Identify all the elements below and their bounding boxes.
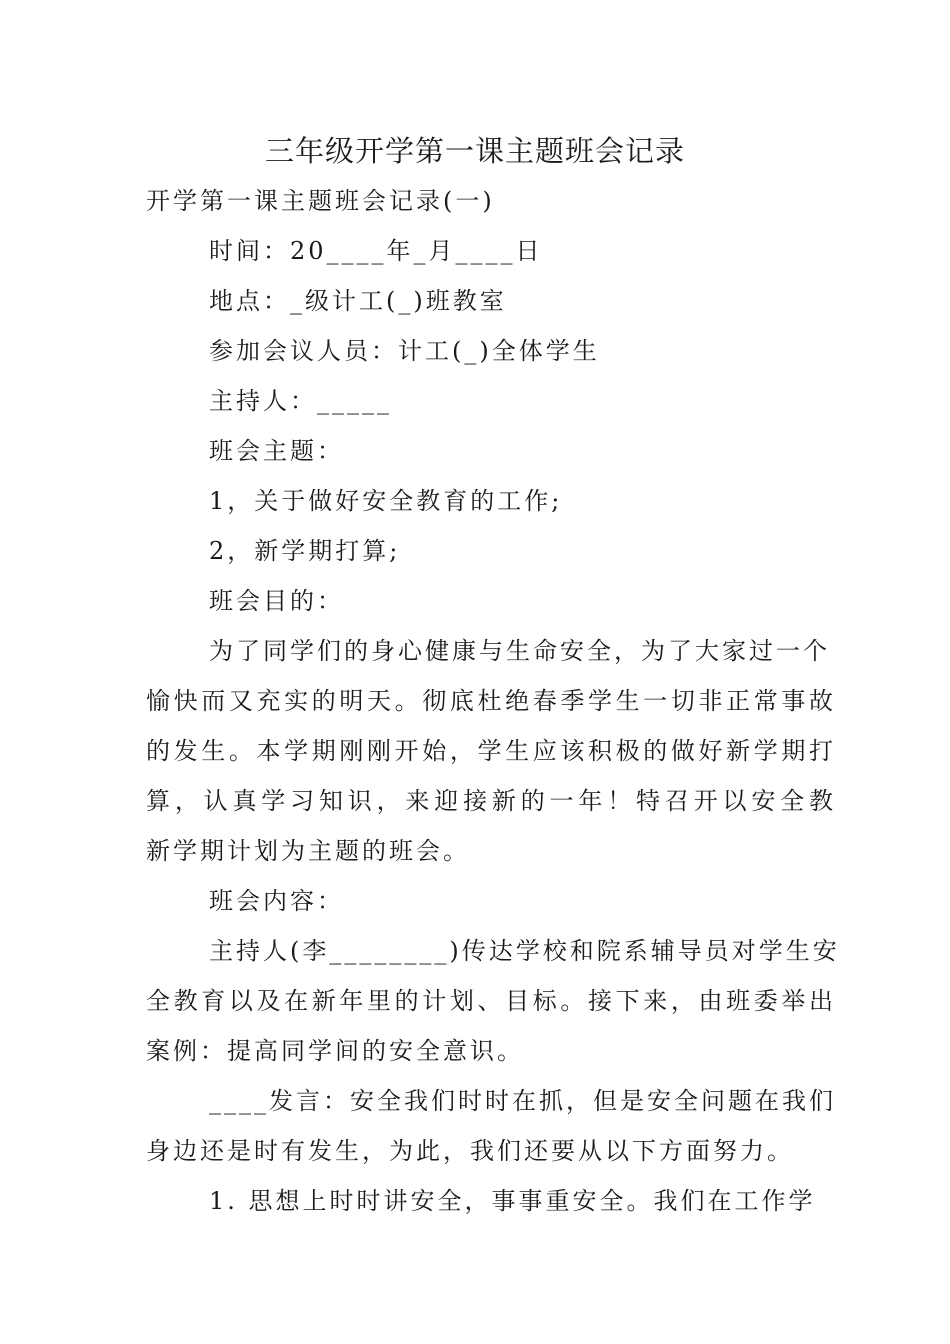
purpose-paragraph-line: 的发生。本学期刚刚开始，学生应该积极的做好新学期打 xyxy=(146,737,836,765)
content-paragraph-line: 案例：提高同学间的安全意识。 xyxy=(146,1037,524,1065)
meeting-purpose-heading: 班会目的： xyxy=(209,587,344,615)
meeting-time: 时间：20____年_月____日 xyxy=(209,237,543,265)
purpose-paragraph-line: 新学期计划为主题的班会。 xyxy=(146,837,470,865)
content-heading: 班会内容： xyxy=(209,887,344,915)
purpose-paragraph-line: 算，认真学习知识，来迎接新的一年！特召开以安全教 xyxy=(146,787,836,815)
purpose-paragraph-line: 愉快而又充实的明天。彻底杜绝春季学生一切非正常事故 xyxy=(146,687,836,715)
meeting-attendees: 参加会议人员：计工(_)全体学生 xyxy=(209,337,600,365)
document-title: 三年级开学第一课主题班会记录 xyxy=(264,134,685,168)
meeting-theme-item-2: 2，新学期打算; xyxy=(209,537,401,565)
meeting-theme-item-1: 1，关于做好安全教育的工作; xyxy=(209,487,563,515)
content-paragraph-line: 全教育以及在新年里的计划、目标。接下来，由班委举出 xyxy=(146,987,836,1015)
speech-paragraph-line: 身边还是时有发生，为此，我们还要从以下方面努力。 xyxy=(146,1137,794,1165)
purpose-paragraph-line: 为了同学们的身心健康与生命安全，为了大家过一个 xyxy=(209,637,830,665)
meeting-theme-heading: 班会主题： xyxy=(209,437,344,465)
content-paragraph-line: 主持人(李________)传达学校和院系辅导员对学生安 xyxy=(209,937,840,965)
section-heading: 开学第一课主题班会记录(一) xyxy=(146,187,495,215)
meeting-location: 地点：_级计工(_)班教室 xyxy=(209,287,507,315)
document-body xyxy=(146,176,840,1226)
point-1-line: 1. 思想上时时讲安全，事事重安全。我们在工作学 xyxy=(209,1187,816,1215)
meeting-host: 主持人：_____ xyxy=(209,387,392,415)
speech-paragraph-line: ____发言：安全我们时时在抓，但是安全问题在我们 xyxy=(209,1087,836,1115)
